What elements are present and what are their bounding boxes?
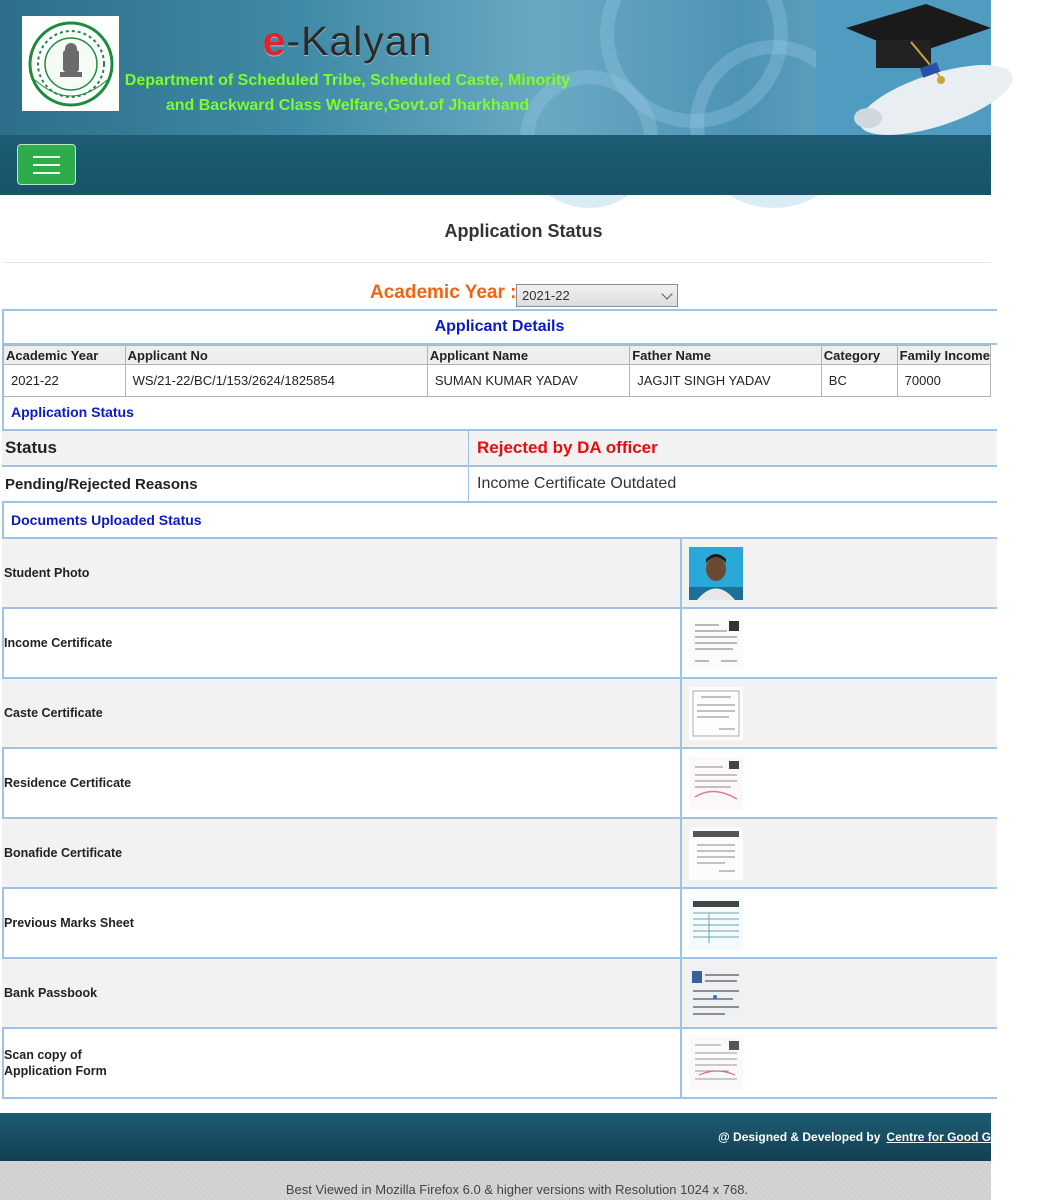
document-row-residence-certificate (2, 749, 997, 819)
col-applicant-no: Applicant No (125, 346, 427, 365)
applicant-name-value: SUMAN KUMAR YADAV (427, 365, 629, 397)
footer-credit (718, 1130, 1051, 1144)
col-academic-year: Academic Year (4, 346, 126, 365)
academic-year-select[interactable] (516, 284, 678, 307)
credit-prefix: @ Designed & Developed by (718, 1130, 881, 1144)
header-banner (0, 0, 991, 135)
status-label: Status (2, 431, 469, 465)
bonafide-certificate-thumbnail[interactable] (689, 827, 743, 880)
col-category: Category (821, 346, 897, 365)
caste-certificate-thumbnail[interactable] (689, 687, 743, 740)
student-photo-thumbnail[interactable] (689, 547, 743, 600)
residence-certificate-thumbnail[interactable] (689, 757, 743, 810)
graduation-cap-icon (816, 0, 991, 135)
academic-year-selected: 2021-22 (522, 288, 570, 303)
applicant-details-heading: Applicant Details (2, 311, 997, 345)
document-name: Student Photo (2, 539, 682, 607)
top-navbar (0, 135, 991, 195)
document-row-income-certificate (2, 609, 997, 679)
applicant-table (3, 345, 991, 397)
bank-passbook-thumbnail[interactable] (689, 967, 743, 1020)
site-title (0, 18, 695, 65)
marks-sheet-thumbnail[interactable] (689, 897, 743, 950)
father-name-value: JAGJIT SINGH YADAV (630, 365, 822, 397)
menu-toggle-button[interactable] (17, 144, 76, 185)
document-name: Income Certificate (2, 609, 682, 677)
document-row-application-form (2, 1029, 997, 1099)
hamburger-icon-bar (33, 164, 60, 166)
col-father-name: Father Name (630, 346, 822, 365)
reason-row (2, 467, 997, 503)
document-row-caste-certificate (2, 679, 997, 749)
income-certificate-thumbnail[interactable] (689, 617, 743, 670)
department-line-2: and Backward Class Welfare,Govt.of Jharkhand (165, 97, 530, 114)
document-name: Bonafide Certificate (2, 819, 682, 887)
credit-link[interactable]: Centre for Good Governance (886, 1130, 1051, 1144)
site-title-e: e (262, 18, 287, 64)
hamburger-icon-bar (33, 156, 60, 158)
application-status-heading: Application Status (2, 396, 997, 431)
family-income-value: 70000 (897, 365, 990, 397)
academic-year-value: 2021-22 (4, 365, 126, 397)
title-divider (5, 262, 991, 263)
applicant-table-row (4, 365, 991, 397)
documents-heading: Documents Uploaded Status (2, 503, 997, 539)
col-family-income: Family Income (897, 346, 990, 365)
chevron-down-icon (661, 288, 672, 299)
hamburger-icon-bar (33, 172, 60, 174)
bottom-strip (0, 1161, 991, 1200)
document-row-previous-marks-sheet (2, 889, 997, 959)
status-row (2, 431, 997, 467)
document-name: Scan copy of Application Form (2, 1029, 682, 1097)
document-row-bank-passbook (2, 959, 997, 1029)
site-title-rest: -Kalyan (286, 18, 433, 64)
page-title: Application Status (444, 221, 603, 241)
status-value: Rejected by DA officer (477, 438, 658, 457)
academic-year-label: Academic Year : (370, 282, 517, 303)
reason-label: Pending/Rejected Reasons (2, 467, 469, 501)
document-name: Caste Certificate (2, 679, 682, 747)
reason-value: Income Certificate Outdated (477, 475, 677, 492)
footer-bar (0, 1113, 1051, 1161)
document-name: Previous Marks Sheet (2, 889, 682, 957)
document-name: Bank Passbook (2, 959, 682, 1027)
document-name: Residence Certificate (2, 749, 682, 817)
applicant-table-header (4, 346, 991, 365)
department-line-1: Department of Scheduled Tribe, Scheduled Caste, Minority (124, 72, 571, 89)
document-row-bonafide-certificate (2, 819, 997, 889)
category-value: BC (821, 365, 897, 397)
applicant-no-value: WS/21-22/BC/1/153/2624/1825854 (125, 365, 427, 397)
col-applicant-name: Applicant Name (427, 346, 629, 365)
best-viewed-note: Best Viewed in Mozilla Firefox 6.0 & higher versions with Resolution 1024 x 768. (285, 1182, 749, 1197)
document-row-student-photo (2, 539, 997, 609)
application-form-thumbnail[interactable] (689, 1037, 743, 1090)
